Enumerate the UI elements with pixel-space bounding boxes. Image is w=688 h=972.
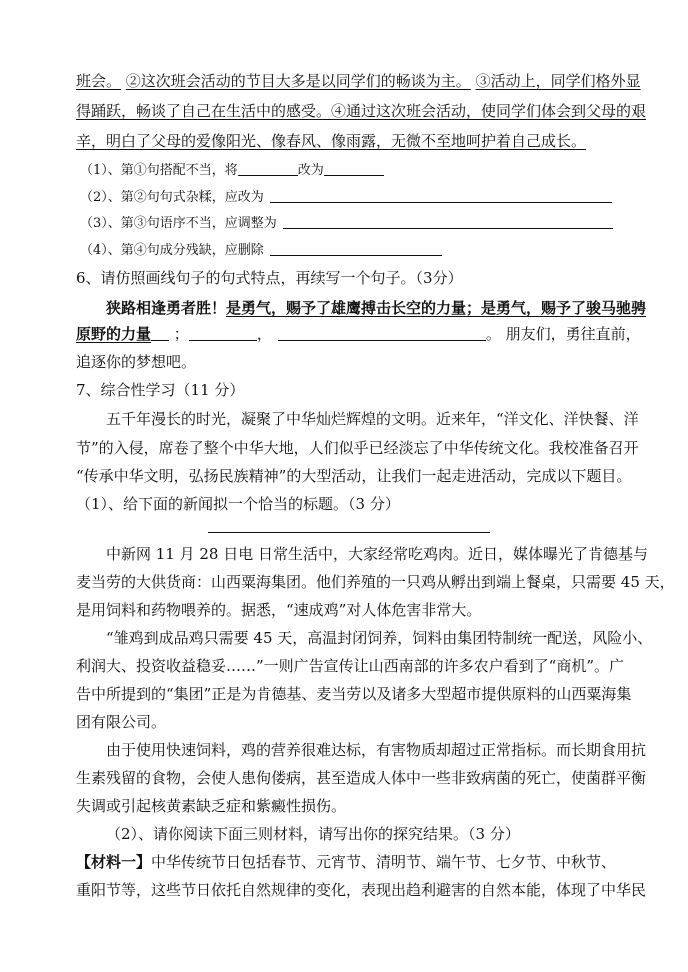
q6-line-2: [76, 324, 641, 344]
news-text: 利润大、投资收益稳妥……”一则广告宣传让山西南部的许多农户看到了“商机”。广: [76, 657, 625, 675]
news-line-6: [76, 684, 631, 704]
question-5-1: [80, 160, 384, 181]
question-text: （4）、第④句成分残缺，应删除: [80, 243, 264, 258]
news-line-7: [76, 712, 166, 732]
passage-line-1: [76, 71, 641, 91]
news-text: 告中所提到的“集团”正是为肯德基、麦当劳以及诸多大型超市提供原料的山西粟海集: [76, 685, 632, 703]
sentence-text: 得踊跃，畅谈了自己在生活中的感受。④通过这次班会活动，使同学们体会到父母的艰: [76, 102, 647, 120]
question-text: （3）、第③句语序不当，应调整为: [80, 216, 277, 231]
news-text: 是用饲料和药物喂养的。据悉，“速成鸡”对人体危害非常大。: [76, 601, 482, 619]
material-label: 【材料一】: [76, 853, 152, 871]
passage-line-3: [76, 131, 586, 151]
answer-blank[interactable]: [151, 325, 169, 341]
material-text: 中华传统节日包括春节、元宵节、清明节、端午节、七夕节、中秋节、: [151, 853, 617, 871]
q6-line-3: [76, 352, 196, 372]
passage-line-2: [76, 101, 646, 121]
news-line-4: [106, 628, 652, 648]
answer-blank[interactable]: [278, 325, 486, 341]
semicolon-text: ；: [173, 325, 189, 343]
sentence-2: ②这次班会活动的节目大多是以同学们的畅谈为主。: [125, 72, 471, 90]
question-text: （1）、第①句搭配不当，将: [80, 163, 238, 178]
question-text: （1）、给下面的新闻拟一个恰当的标题。（3 分）: [76, 495, 400, 513]
underlined-sentence: 原野的力量: [76, 325, 152, 343]
q7-intro-line-2: [76, 438, 639, 458]
answer-blank[interactable]: [270, 240, 442, 256]
material-1-line-1: [76, 852, 616, 872]
question-5-3: [80, 213, 613, 234]
answer-blank[interactable]: [324, 160, 384, 176]
sentence-text: 辛，明白了父母的爱像阳光、像春风、像雨露，无微不至地呵护着自己成长。: [76, 132, 587, 150]
news-text: 中新网 11 月 28 日电 日常生活中，大家经常吃鸡肉。近日，媒体曝光了肯德基与: [106, 545, 649, 563]
news-line-5: [76, 656, 624, 676]
news-text: “雏鸡到成品鸡只需要 45 天，高温封闭饲养，饲料由集团特制统一配送，风险小、: [106, 629, 653, 647]
bold-text: 狭路相逢勇者胜！: [106, 299, 227, 317]
sentence-text: “传承中华文明，弘扬民族精神”的大型活动，让我们一起走进活动，完成以下题目。: [76, 467, 632, 485]
question-text: （2）、请你阅读下面三则材料，请写出你的探究结果。（3 分）: [106, 825, 520, 843]
sentence-text: 班会。: [76, 72, 122, 90]
question-text: （2）、第②句句式杂糅，应改为: [80, 190, 264, 205]
title-answer-line[interactable]: [208, 532, 490, 533]
answer-blank[interactable]: [238, 160, 298, 176]
answer-blank[interactable]: [270, 187, 612, 203]
question-7-2: [106, 824, 520, 844]
q7-intro-line-1: [106, 409, 639, 429]
question-5-4: [80, 240, 442, 261]
news-text: 失调或引起核黄素缺乏症和紫癜性损伤。: [76, 797, 347, 815]
news-line-2: [76, 572, 675, 592]
sentence-text: 五千年漫长的时光，凝聚了中华灿烂辉煌的文明。近来年，“洋文化、洋快餐、洋: [106, 410, 639, 428]
sentence-text: 节”的入侵，席卷了整个中华大地，人们似乎已经淡忘了中华传统文化。我校准备召开: [76, 439, 639, 457]
question-text: 6、请仿照画线句子的句式特点，再续写一个句子。（3分）: [76, 269, 463, 287]
news-text: 麦当劳的大供货商：山西粟海集团。他们养殖的一只鸡从孵出到端上餐桌，只需要 45 天，: [76, 573, 675, 591]
underlined-sentence: 是勇气，赐予了雄鹰搏击长空的力量；是勇气，赐予了骏马驰骋: [226, 299, 647, 317]
sentence-text: 追逐你的梦想吧。: [76, 353, 197, 371]
news-line-10: [76, 796, 346, 816]
news-line-1: [106, 544, 648, 564]
answer-blank[interactable]: [189, 325, 257, 341]
news-line-3: [76, 600, 481, 620]
question-text: 改为: [297, 163, 324, 178]
answer-blank[interactable]: [283, 213, 613, 229]
question-6-heading: [76, 268, 463, 288]
news-text: 由于使用快速饲料，鸡的营养很难达标，有害物质却超过正常指标。而长期食用抗: [106, 741, 647, 759]
material-1-line-2: [76, 880, 646, 900]
question-text: 7、综合性学习（11 分）: [76, 381, 245, 399]
sentence-3: ③活动上，同学们格外显: [475, 72, 641, 90]
material-text: 重阳节等，这些节日依托自然规律的变化，表现出趋利避害的自然本能，体现了中华民: [76, 881, 647, 899]
q6-line-1: [106, 298, 646, 318]
news-line-9: [76, 768, 646, 788]
question-5-2: [80, 187, 612, 208]
comma-text: ，: [256, 325, 272, 343]
news-text: 生素残留的食物，会使人患佝偻病，甚至造成人体中一些非致病菌的死亡，使菌群平衡: [76, 769, 647, 787]
news-text: 团有限公司。: [76, 713, 167, 731]
question-7-1: [76, 494, 400, 514]
news-line-8: [106, 740, 646, 760]
sentence-text: 。 朋友们，勇往直前，: [485, 325, 641, 343]
question-7-heading: [76, 380, 244, 400]
q7-intro-line-3: [76, 466, 631, 486]
